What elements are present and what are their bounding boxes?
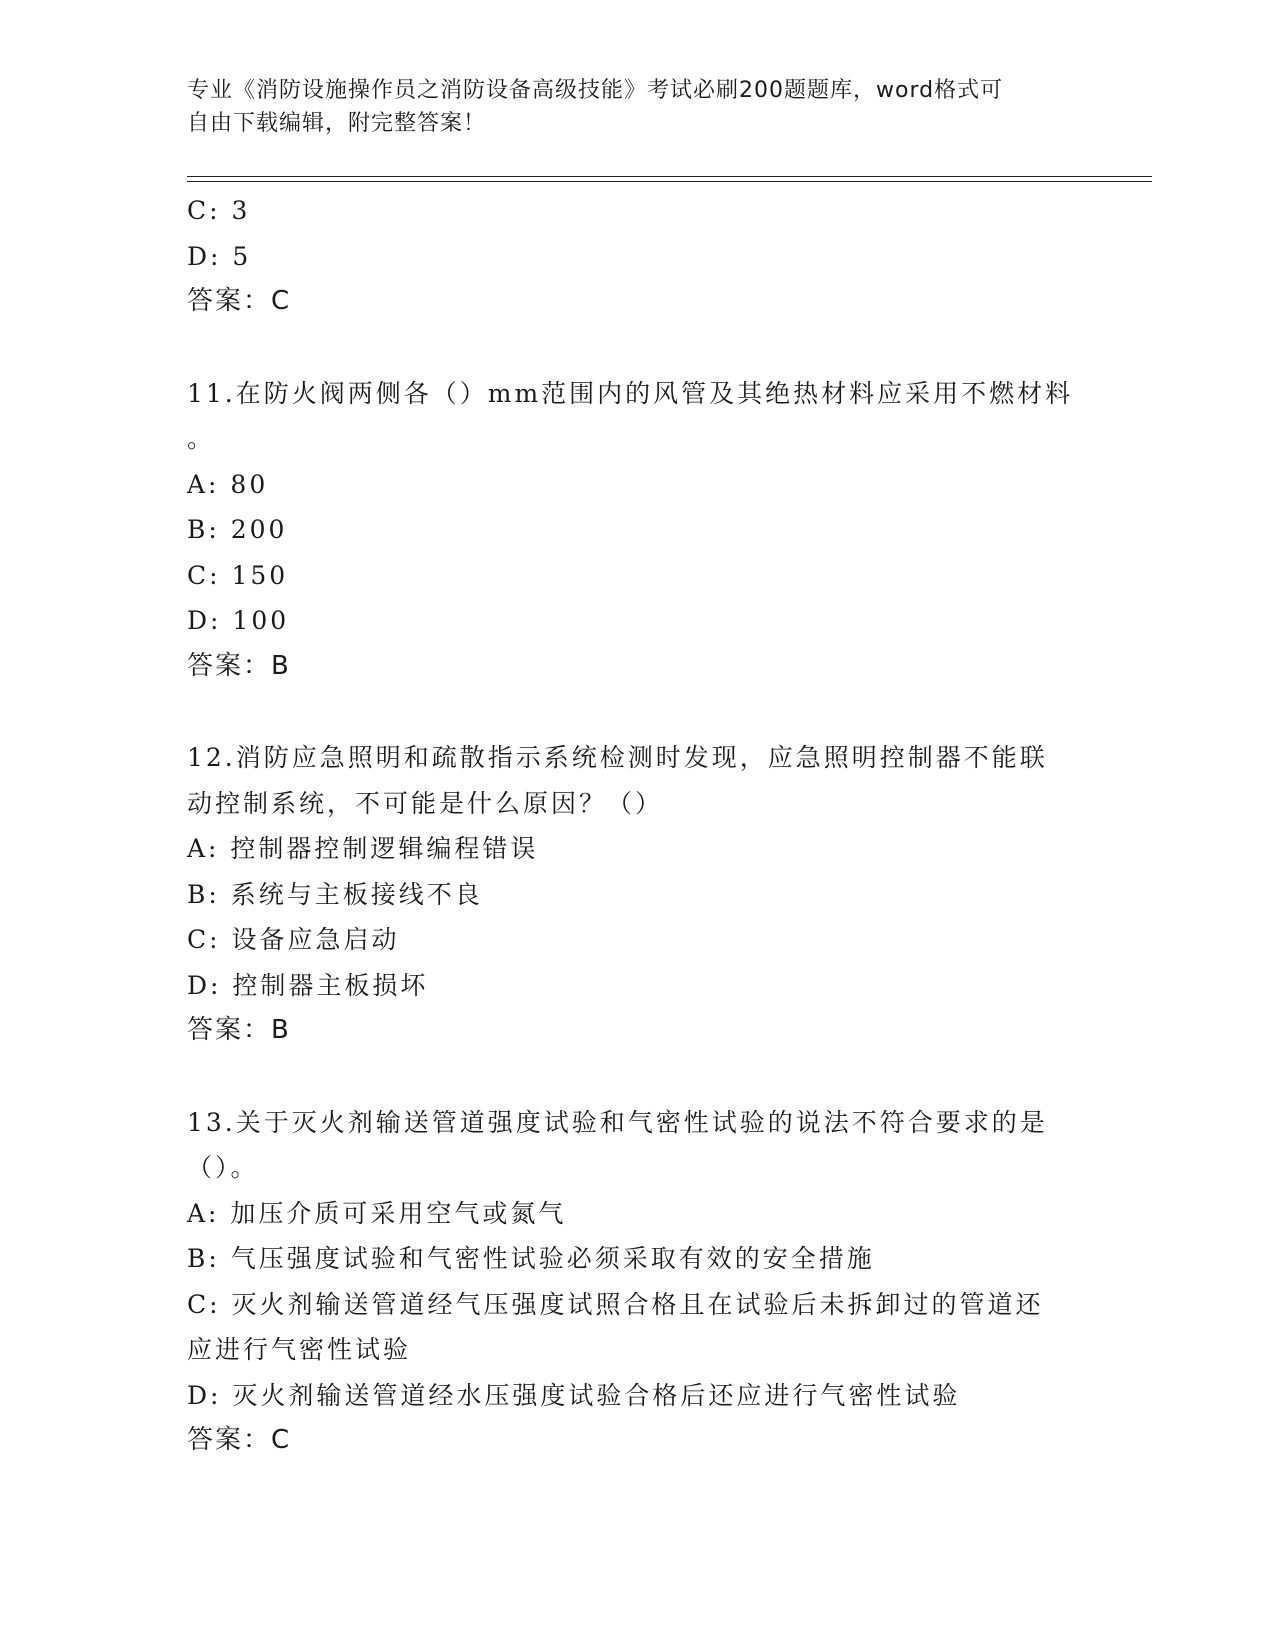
spacer [187, 689, 1087, 735]
option-a: A: 加压介质可采用空气或氮气 [187, 1198, 567, 1228]
header-line-2: 自由下载编辑，附完整答案！ [187, 111, 487, 136]
document-body [187, 188, 1087, 1464]
option-c: C: 灭火剂输送管道经气压强度试照合格且在试验后未拆卸过的管道还 [187, 1289, 1044, 1319]
question-stem-continued: 。 [187, 424, 216, 453]
question-12 [187, 735, 1087, 1054]
question-stem-continued: （）。 [187, 1153, 259, 1182]
option-a: A: 80 [187, 469, 269, 499]
header-line-1: 专业《消防设施操作员之消防设备高级技能》考试必刷200题题库，word格式可 [187, 78, 1004, 103]
answer-line: 答案：C [187, 286, 292, 316]
question-stem-continued: 动控制系统，不可能是什么原因？（） [187, 788, 664, 818]
question-stem: 13.关于灭火剂输送管道强度试验和气密性试验的说法不符合要求的是 [187, 1107, 1048, 1137]
option-b: B: 200 [187, 515, 288, 544]
answer-line: 答案：C [187, 1425, 292, 1455]
header-divider-bottom [187, 181, 1152, 182]
spacer [187, 1054, 1087, 1100]
option-d: D: 灭火剂输送管道经水压强度试验合格后还应进行气密性试验 [187, 1380, 961, 1410]
question-stem: 12.消防应急照明和疏散指示系统检测时发现，应急照明控制器不能联 [187, 743, 1048, 772]
option-d: D: 控制器主板损坏 [187, 970, 429, 1000]
document-header [187, 74, 1067, 140]
option-c: C: 150 [187, 560, 289, 590]
option-b: B: 系统与主板接线不良 [187, 879, 483, 909]
spacer [187, 325, 1087, 371]
answer-line: 答案：B [187, 650, 291, 681]
option-c: C: 3 [187, 196, 251, 225]
answer-line: 答案：B [187, 1015, 291, 1045]
question-stem: 11.在防火阀两侧各（）mm范围内的风管及其绝热材料应采用不燃材料 [187, 378, 1074, 408]
option-d: D: 100 [187, 606, 290, 635]
header-divider-top [187, 176, 1152, 177]
option-c: C: 设备应急启动 [187, 925, 400, 954]
option-c-continued: 应进行气密性试验 [187, 1335, 412, 1364]
question-13 [187, 1100, 1087, 1464]
option-b: B: 气压强度试验和气密性试验必须采取有效的安全措施 [187, 1244, 875, 1273]
option-d: D: 5 [187, 241, 252, 271]
question-10-tail [187, 188, 1087, 325]
question-11 [187, 371, 1087, 690]
option-a: A: 控制器控制逻辑编程错误 [187, 834, 539, 863]
